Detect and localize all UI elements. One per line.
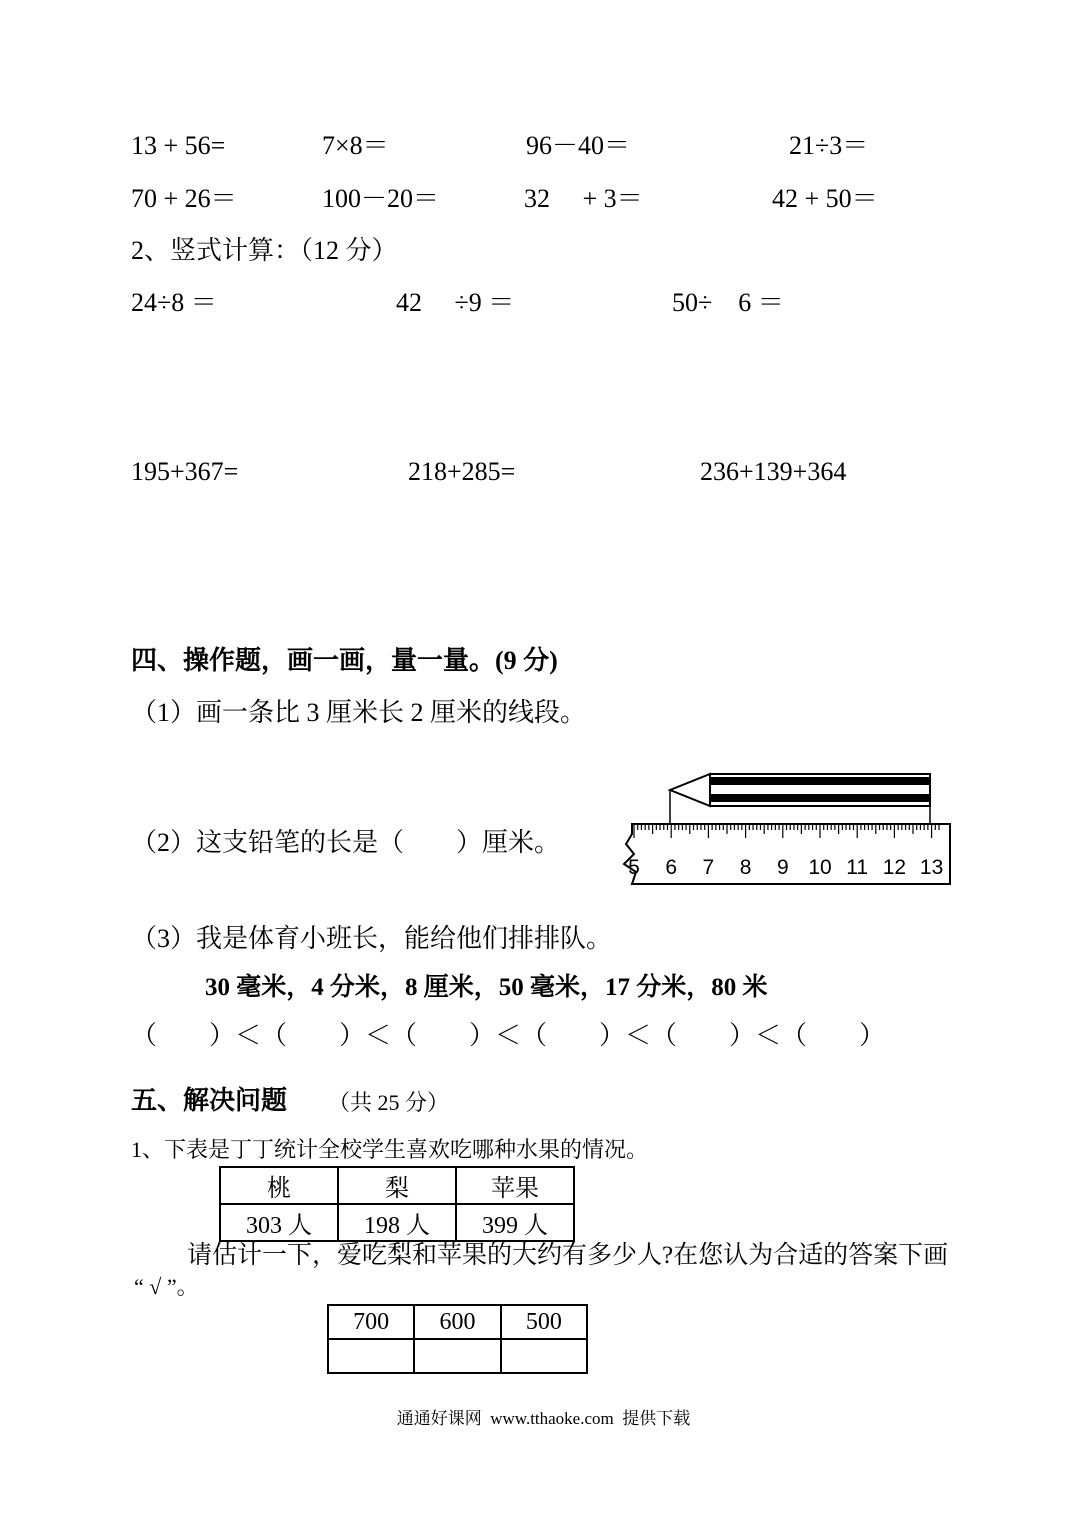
table-header: 苹果 [456,1167,574,1204]
ruler-label: 6 [665,856,678,879]
table-header: 500 [501,1305,587,1339]
order-blanks: （ ）＜（ ）＜（ ）＜（ ）＜（ ）＜（ ） [131,1021,886,1050]
answer-blank-cell[interactable] [414,1339,500,1373]
table-cell: 198 人 [338,1204,456,1241]
pencil-ruler-figure [618,768,958,890]
problem-1: 1、下表是丁丁统计全校学生喜欢吃哪种水果的情况。 [131,1137,649,1162]
table-cell: 399 人 [456,1204,574,1241]
oral-item: 32 + 3＝ [524,184,643,213]
table-header: 700 [328,1305,414,1339]
oral-item: 96－40＝ [526,131,631,160]
fruit-table [219,1166,575,1242]
table-header: 桃 [220,1167,338,1204]
vertical-calc-item: 236+139+364 [700,457,847,486]
vertical-calc-heading: 2、竖式计算：（12 分） [131,236,398,265]
answer-blank-cell[interactable] [501,1339,587,1373]
answer-table [327,1304,588,1374]
ruler [624,824,950,884]
question-3: （3）我是体育小班长，能给他们排排队。 [131,924,613,953]
oral-item: 42 + 50＝ [772,184,878,213]
ruler-label: 11 [846,856,869,879]
ruler-label: 13 [919,856,944,879]
answer-blank-cell[interactable] [328,1339,414,1373]
vertical-calc-item: 42 ÷9 ＝ [396,288,515,317]
vertical-calc-item: 24÷8 ＝ [131,288,217,317]
section5-points: （共 25 分） [328,1090,450,1115]
footer: 通通好课网 www.tthaoke.com 提供下载 [396,1409,691,1428]
vertical-calc-item: 218+285= [408,457,516,486]
section4-heading: 四、操作题，画一画，量一量。(9 分) [131,646,558,675]
table-header: 梨 [338,1167,456,1204]
oral-item: 100－20＝ [322,184,440,213]
table-cell: 303 人 [220,1204,338,1241]
ruler-label: 12 [882,856,907,879]
oral-item: 7×8＝ [322,131,389,160]
ruler-label: 7 [702,856,715,879]
ruler-label: 9 [776,856,789,879]
oral-item: 70 + 26＝ [131,184,237,213]
estimate-text-end: “ √ ”。 [134,1274,199,1299]
ruler-label: 8 [739,856,752,879]
oral-item: 13 + 56= [131,131,226,160]
ruler-label: 5 [628,856,640,879]
question-1: （1）画一条比 3 厘米长 2 厘米的线段。 [131,698,587,727]
ruler-label: 10 [808,856,832,879]
estimate-text: 请估计一下，爱吃梨和苹果的大约有多少人?在您认为合适的答案下画 [187,1242,949,1269]
length-items: 30 毫米，4 分米，8 厘米，50 毫米，17 分米，80 米 [205,974,768,1001]
vertical-calc-item: 50÷ 6 ＝ [672,288,784,317]
vertical-calc-item: 195+367= [131,457,239,486]
oral-item: 21÷3＝ [789,131,869,160]
pencil-icon [670,774,930,824]
question-2: （2）这支铅笔的长是（ ）厘米。 [131,828,561,857]
table-header: 600 [414,1305,500,1339]
section5-heading: 五、解决问题 [131,1086,288,1115]
